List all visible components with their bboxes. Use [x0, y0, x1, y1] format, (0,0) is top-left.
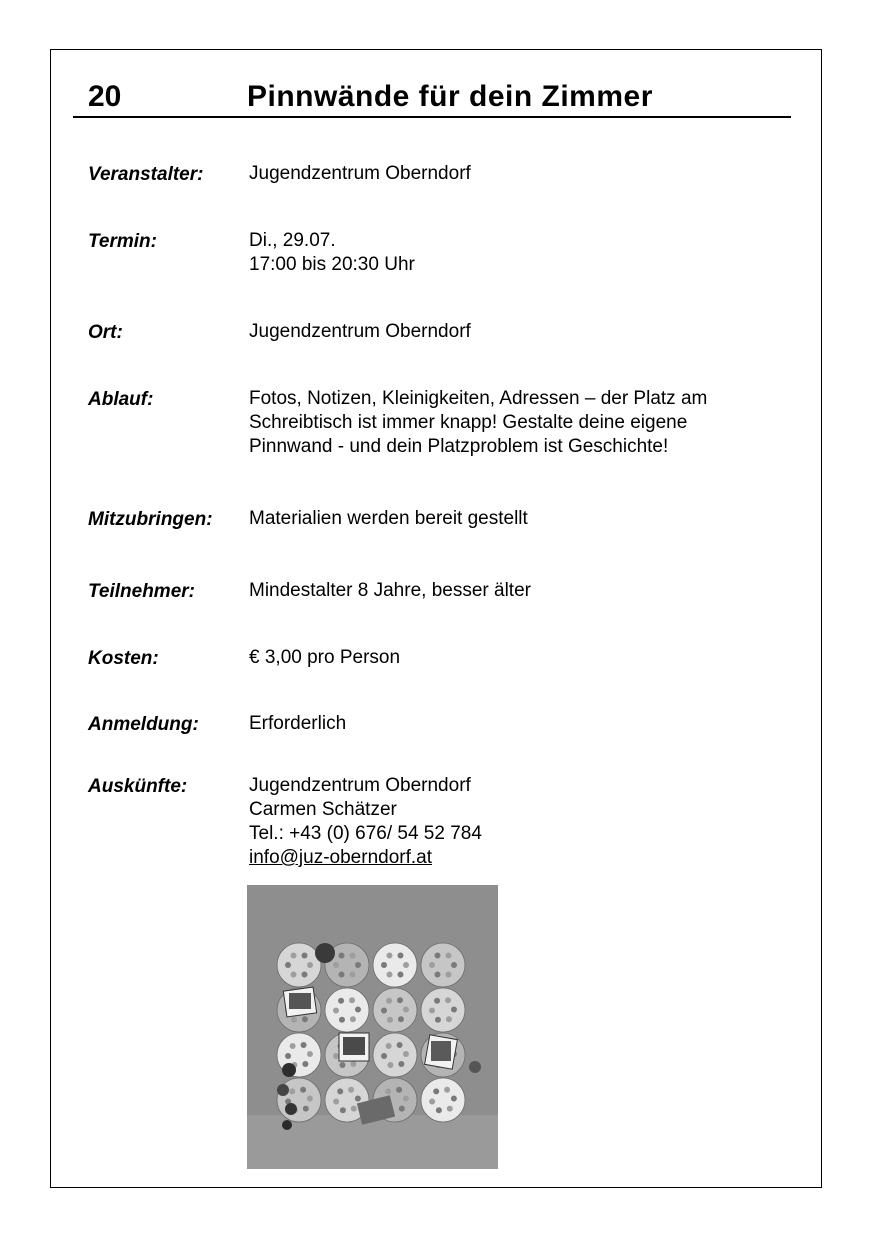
- label-veranstalter: Veranstalter:: [88, 164, 204, 185]
- plate-pattern: [339, 1017, 345, 1023]
- plate-pattern: [301, 1042, 307, 1048]
- value-line: 17:00 bis 20:30 Uhr: [249, 254, 415, 275]
- plate-pattern: [340, 1107, 346, 1113]
- plate-pattern: [451, 1006, 457, 1012]
- plate-pattern: [350, 952, 356, 958]
- plate-pattern: [300, 1087, 306, 1093]
- value-line: Schreibtisch ist immer knapp! Gestalte deine eigene: [249, 412, 688, 433]
- plate-pattern: [386, 998, 392, 1004]
- value-ort: [249, 320, 471, 344]
- label-kosten: Kosten:: [88, 648, 159, 669]
- plate-pattern: [355, 962, 361, 968]
- label-anmeldung: Anmeldung:: [88, 714, 199, 735]
- plate-pattern: [302, 972, 308, 978]
- plate-pattern: [385, 1088, 391, 1094]
- value-line: Di., 29.07.: [249, 230, 336, 251]
- plate-pattern: [307, 1095, 313, 1101]
- plate-pattern: [348, 1087, 354, 1093]
- plate-pattern: [381, 1008, 387, 1014]
- plate-pattern: [444, 1087, 450, 1093]
- plate-pattern: [434, 998, 440, 1004]
- plate-pattern: [397, 997, 403, 1003]
- value-line: Carmen Schätzer: [249, 799, 397, 820]
- plate-pattern: [350, 1016, 356, 1022]
- plate-pattern: [290, 1043, 296, 1049]
- plate-pattern: [333, 1099, 339, 1105]
- pinboard-plate: [421, 988, 465, 1032]
- label-ablauf: Ablauf:: [88, 389, 154, 410]
- plate-pattern: [386, 1043, 392, 1049]
- pinboard-plate: [421, 1078, 465, 1122]
- plate-pattern: [302, 952, 308, 958]
- plate-pattern: [289, 1088, 295, 1094]
- plate-pattern: [403, 962, 409, 968]
- pinboard-plate: [373, 943, 417, 987]
- pinboard-plate: [277, 943, 321, 987]
- plate-pattern: [307, 1051, 313, 1057]
- plate-pattern: [291, 1017, 297, 1023]
- value-line: Materialien werden bereit gestellt: [249, 508, 528, 529]
- plate-pattern: [307, 962, 313, 968]
- value-line: Jugendzentrum Oberndorf: [249, 775, 471, 796]
- plate-pattern: [355, 1006, 361, 1012]
- value-line: Jugendzentrum Oberndorf: [249, 163, 471, 184]
- plate-pattern: [381, 962, 387, 968]
- plate-pattern: [291, 972, 297, 978]
- plate-pattern: [403, 1095, 409, 1101]
- value-line: Mindestalter 8 Jahre, besser älter: [249, 580, 531, 601]
- value-line: Jugendzentrum Oberndorf: [249, 321, 471, 342]
- plate-pattern: [350, 1061, 356, 1067]
- plate-pattern: [349, 997, 355, 1003]
- plate-pattern: [398, 952, 404, 958]
- plate-pattern: [387, 952, 393, 958]
- plate-pattern: [387, 1062, 393, 1068]
- plate-pattern: [446, 972, 452, 978]
- plate-pattern: [403, 1006, 409, 1012]
- plate-pattern: [302, 1061, 308, 1067]
- plate-pattern: [339, 952, 345, 958]
- plate-pattern: [429, 1008, 435, 1014]
- plate-pattern: [451, 1095, 457, 1101]
- label-auskuenfte: Auskünfte:: [88, 776, 188, 797]
- value-ablauf: [249, 387, 707, 459]
- pinboard-plate: [325, 988, 369, 1032]
- plate-pattern: [436, 1107, 442, 1113]
- page-title: Pinnwände für dein Zimmer: [247, 80, 653, 113]
- plate-pattern: [338, 998, 344, 1004]
- plate-pattern: [429, 1099, 435, 1105]
- title-rule: [73, 116, 791, 118]
- label-ort: Ort:: [88, 322, 123, 343]
- plate-pattern: [387, 1017, 393, 1023]
- plate-pattern: [302, 1016, 308, 1022]
- plate-pattern: [435, 972, 441, 978]
- plate-pattern: [350, 972, 356, 978]
- plate-pattern: [396, 1087, 402, 1093]
- plate-pattern: [339, 972, 345, 978]
- plate-pattern: [446, 1016, 452, 1022]
- plate-pattern: [398, 1016, 404, 1022]
- plate-pattern: [429, 962, 435, 968]
- plate-pattern: [291, 952, 297, 958]
- value-line: Erforderlich: [249, 713, 347, 734]
- pinboard-photo: [247, 885, 498, 1169]
- plate-pattern: [333, 1053, 339, 1059]
- plate-pattern: [398, 972, 404, 978]
- value-line: Pinnwand - und dein Platzproblem ist Geschichte!: [249, 436, 669, 457]
- value-termin: [249, 229, 415, 277]
- pinboard-plate: [373, 988, 417, 1032]
- plate-pattern: [355, 1095, 361, 1101]
- plate-pattern: [387, 972, 393, 978]
- plate-pattern: [403, 1051, 409, 1057]
- label-mitzubringen: Mitzubringen:: [88, 509, 213, 530]
- plate-pattern: [351, 1106, 357, 1112]
- plate-pattern: [337, 1088, 343, 1094]
- label-teilnehmer: Teilnehmer:: [88, 581, 195, 602]
- pinboard-plate: [421, 943, 465, 987]
- plate-pattern: [303, 1106, 309, 1112]
- plate-pattern: [333, 1008, 339, 1014]
- value-veranstalter: [249, 162, 471, 186]
- plate-pattern: [285, 962, 291, 968]
- plate-pattern: [333, 962, 339, 968]
- plate-pattern: [435, 1017, 441, 1023]
- plate-pattern: [398, 1061, 404, 1067]
- event-number: 20: [88, 80, 122, 113]
- plate-pattern: [446, 952, 452, 958]
- value-kosten: [249, 646, 400, 670]
- plate-pattern: [339, 1062, 345, 1068]
- plate-pattern: [285, 1053, 291, 1059]
- value-mitzubringen: [249, 507, 528, 531]
- plate-pattern: [397, 1042, 403, 1048]
- plate-pattern: [451, 962, 457, 968]
- value-anmeldung: [249, 712, 346, 736]
- value-line: Fotos, Notizen, Kleinigkeiten, Adressen – der Platz am: [249, 388, 708, 409]
- plate-pattern: [447, 1106, 453, 1112]
- email-link[interactable]: info@juz-oberndorf.at: [249, 847, 432, 868]
- value-teilnehmer: [249, 579, 531, 603]
- label-termin: Termin:: [88, 231, 157, 252]
- plate-pattern: [433, 1088, 439, 1094]
- plate-pattern: [445, 997, 451, 1003]
- plate-pattern: [381, 1053, 387, 1059]
- value-auskuenfte: [249, 774, 482, 870]
- value-line: Tel.: +43 (0) 676/ 54 52 784: [249, 823, 482, 844]
- value-line: € 3,00 pro Person: [249, 647, 401, 668]
- pinboard-plate: [373, 1033, 417, 1077]
- plate-pattern: [399, 1106, 405, 1112]
- plate-pattern: [435, 952, 441, 958]
